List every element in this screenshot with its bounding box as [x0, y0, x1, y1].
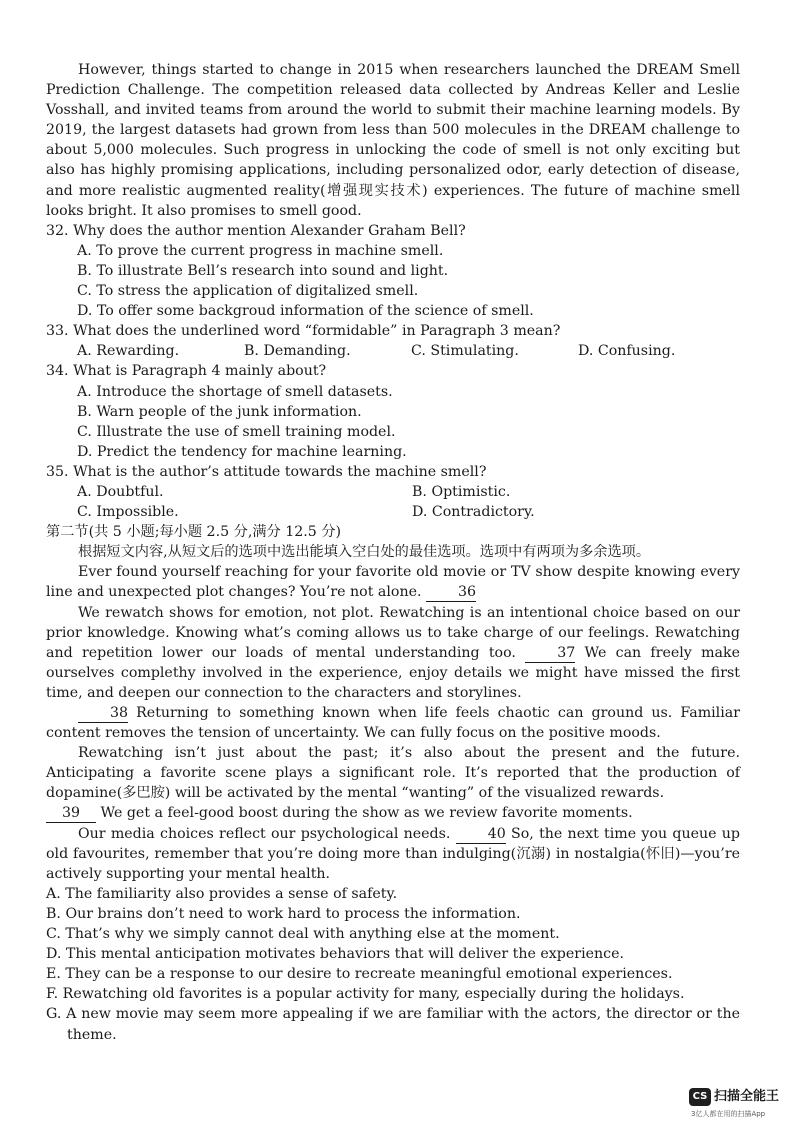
- section-title: 第二节(共 5 小题;每小题 2.5 分,满分 12.5 分): [46, 524, 342, 541]
- option-a: A. Rewarding.: [77, 343, 180, 360]
- blank-40: 40: [456, 826, 506, 844]
- paragraph-text: So, the next time you queue up old favourites, remember that you’re doing more than indulging(沉溺) in nostalgia(怀旧)—you’re actively supporting your mental health.: [46, 825, 740, 882]
- question-35: [46, 462, 740, 522]
- camscanner-icon: CS: [689, 1088, 711, 1106]
- option-b: B. Demanding.: [244, 343, 351, 360]
- option-d: D. To offer some backgroud information of the science of smell.: [77, 303, 534, 320]
- question-33: [46, 321, 740, 361]
- passage-final-paragraph: However, things started to change in 2015 when researchers launched the DREAM Smell Prediction Challenge. The competition released data collected by Andreas Keller and Leslie Vosshall, and invited teams from around the world to submit their machine learning models. By 2019, the largest datasets had grown from less than 500 molecules in the DREAM challenge to about 5,000 molecules. Such progress in unlocking the code of smell is not only exciting but also has highly promising applications, including personalized odor, early detection of disease, and more realistic augmented reality(增强现实技术) experiences. The future of machine smell looks bright. It also promises to smell good.: [46, 62, 740, 219]
- cloze-paragraph-6: [46, 824, 740, 884]
- section-instruction: 根据短文内容,从短文后的选项中选出能填入空白处的最佳选项。选项中有两项为多余选项。: [78, 544, 651, 561]
- cloze-paragraph-1: [46, 562, 740, 602]
- paragraph-text: Our media choices reflect our psychological needs.: [78, 825, 451, 842]
- choice-f: F. Rewatching old favorites is a popular activity for many, especially during the holidays.: [46, 986, 685, 1003]
- cloze-paragraph-2: [46, 603, 740, 703]
- choice-g: G. A new movie may seem more appealing if we are familiar with the actors, the director or the theme.: [46, 1006, 740, 1043]
- cloze-paragraph-5: [46, 803, 740, 823]
- option-d: D. Confusing.: [578, 343, 676, 360]
- option-a: A. To prove the current progress in machine smell.: [77, 242, 444, 259]
- option-c: C. Impossible.: [77, 504, 179, 521]
- paragraph-text: We rewatch shows for emotion, not plot. Rewatching is an intentional choice based on our prior knowledge. Knowing what’s coming allows us to take charge of our feelings. Rewatching and repetition lower our loads of mental understanding too.: [46, 604, 740, 661]
- paragraph-text: We get a feel-good boost during the show as we review favorite moments.: [100, 805, 633, 822]
- paragraph-text: We can freely make ourselves complethy involved in the experience, enjoy details we might have missed the first time, and deepen our connection to the characters and storylines.: [46, 644, 740, 701]
- blank-37: 37: [525, 645, 575, 663]
- question-34: [46, 361, 740, 461]
- question-stem: 35. What is the author’s attitude towards the machine smell?: [46, 463, 487, 480]
- watermark-tagline: 3亿人都在用的扫描App: [691, 1110, 766, 1118]
- choice-a: A. The familiarity also provides a sense of safety.: [46, 885, 398, 902]
- choice-b: B. Our brains don’t need to work hard to process the information.: [46, 905, 521, 922]
- option-c: C. Stimulating.: [411, 343, 519, 360]
- cloze-paragraph-4: [46, 743, 740, 803]
- question-32: [46, 221, 740, 321]
- option-b: B. To illustrate Bell’s research into sound and light.: [77, 262, 449, 279]
- cloze-paragraph-3: [46, 703, 740, 743]
- paragraph-text: Returning to something known when life feels chaotic can ground us. Familiar content removes the tension of uncertainty. We can fully focus on the positive moods.: [46, 705, 740, 742]
- choice-d: D. This mental anticipation motivates behaviors that will deliver the experience.: [46, 946, 624, 963]
- option-a: A. Introduce the shortage of smell datasets.: [77, 383, 393, 400]
- paragraph-text: Rewatching isn’t just about the past; it’s also about the present and the future. Anticipating a favorite scene plays a significant role. It’s reported that the production of dopamine(多巴胺) will be activated by the mental “wanting” of the visualized rewards.: [46, 745, 740, 802]
- paragraph-text: Ever found yourself reaching for your favorite old movie or TV show despite knowing every line and unexpected plot changes? You’re not alone.: [46, 564, 740, 601]
- blank-36: 36: [426, 584, 476, 602]
- blank-38: 38: [78, 705, 128, 723]
- exam-page: [46, 60, 740, 1045]
- option-c: C. To stress the application of digitalized smell.: [77, 283, 419, 300]
- question-stem: 32. Why does the author mention Alexander Graham Bell?: [46, 222, 466, 239]
- option-d: D. Contradictory.: [412, 504, 535, 521]
- choice-c: C. That’s why we simply cannot deal with anything else at the moment.: [46, 926, 560, 943]
- choice-e: E. They can be a response to our desire to recreate meaningful emotional experiences.: [46, 966, 673, 983]
- scanner-watermark: [689, 1088, 787, 1122]
- option-b: B. Warn people of the junk information.: [77, 403, 362, 420]
- question-stem: 33. What does the underlined word “formidable” in Paragraph 3 mean?: [46, 323, 561, 340]
- blank-39: 39: [46, 805, 96, 823]
- option-d: D. Predict the tendency for machine learning.: [77, 443, 407, 460]
- option-b: B. Optimistic.: [412, 483, 511, 500]
- option-c: C. Illustrate the use of smell training model.: [77, 423, 396, 440]
- question-stem: 34. What is Paragraph 4 mainly about?: [46, 363, 327, 380]
- option-a: A. Doubtful.: [77, 483, 164, 500]
- watermark-name: 扫描全能王: [714, 1089, 780, 1104]
- answer-choices: [46, 884, 740, 1045]
